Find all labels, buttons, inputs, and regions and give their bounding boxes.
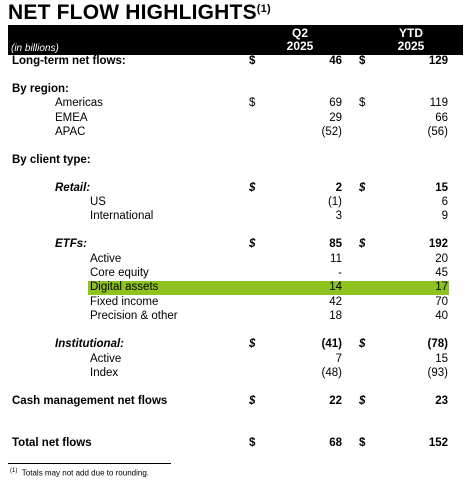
- table-row-emea: [0, 111, 472, 126]
- ytd-value: 45: [435, 267, 448, 279]
- ytd-value: 20: [435, 253, 448, 265]
- ytd-value: 152: [428, 437, 448, 449]
- q2-dollar-sign: $: [249, 97, 256, 109]
- row-label: Digital assets: [90, 281, 159, 293]
- ytd-dollar-sign: $: [359, 97, 366, 109]
- q2-value: 69: [329, 97, 342, 109]
- q2-dollar-sign: $: [249, 338, 256, 350]
- row-label: US: [90, 196, 106, 208]
- row-label: Precision & other: [90, 310, 178, 322]
- table-row-digital-assets: [0, 280, 472, 295]
- q2-value: 11: [330, 253, 342, 265]
- row-label: Retail:: [55, 182, 91, 194]
- ytd-value: 6: [441, 196, 448, 208]
- q2-value: 2: [335, 182, 342, 194]
- row-label: Core equity: [90, 267, 149, 279]
- section-by-client-type: [0, 153, 472, 168]
- row-label: Fixed income: [90, 296, 159, 308]
- section-label: By client type:: [12, 154, 91, 166]
- q2-value: (52): [321, 126, 342, 138]
- row-label: APAC: [55, 126, 86, 138]
- table-row-institutional: [0, 337, 472, 352]
- table-row-apac: [0, 125, 472, 140]
- row-label: EMEA: [55, 112, 88, 124]
- ytd-dollar-sign: $: [359, 338, 366, 350]
- row-label: International: [90, 210, 154, 222]
- ytd-dollar-sign: $: [359, 437, 366, 449]
- ytd-value: (78): [427, 338, 448, 350]
- q2-dollar-sign: $: [249, 395, 256, 407]
- table-header: [8, 25, 463, 55]
- q2-dollar-sign: $: [249, 238, 256, 250]
- ytd-value: 129: [428, 55, 448, 67]
- table-row-americas: [0, 96, 472, 111]
- ytd-value: 70: [435, 296, 448, 308]
- footnote-divider: [8, 463, 171, 464]
- q2-dollar-sign: $: [249, 55, 256, 67]
- q2-value: 85: [329, 238, 342, 250]
- table-row-international: [0, 209, 472, 224]
- table-row-cash-management: [0, 394, 472, 409]
- row-label: Total net flows: [12, 437, 92, 449]
- ytd-dollar-sign: $: [359, 395, 366, 407]
- row-label: Institutional:: [55, 338, 124, 350]
- unit-label: (in billions): [11, 43, 59, 54]
- row-label: Active: [90, 353, 122, 365]
- ytd-column-header: YTD 2025: [397, 26, 425, 53]
- ytd-value: (56): [427, 126, 448, 138]
- table-row-total: [0, 436, 472, 451]
- q2-value: 22: [329, 395, 342, 407]
- q2-value: (41): [321, 338, 342, 350]
- q2-value: 7: [335, 353, 342, 365]
- q2-value: (1): [327, 196, 342, 208]
- table-row-core-equity: [0, 266, 472, 281]
- table-row-precision-other: [0, 309, 472, 324]
- q2-value: 18: [329, 310, 342, 322]
- row-label: Americas: [55, 97, 103, 109]
- row-label: Cash management net flows: [12, 395, 168, 407]
- table-row-us: [0, 195, 472, 210]
- ytd-value: 23: [435, 395, 448, 407]
- ytd-value: 119: [429, 97, 448, 109]
- footnote: [10, 468, 149, 478]
- q2-value: 68: [329, 437, 342, 449]
- q2-value: 3: [335, 210, 342, 222]
- q2-dollar-sign: $: [249, 437, 256, 449]
- table-row-retail: [0, 181, 472, 196]
- footnote-text: Totals may not add due to rounding.: [21, 468, 149, 478]
- ytd-dollar-sign: $: [359, 182, 366, 194]
- ytd-value: 17: [435, 281, 448, 293]
- row-label: Long-term net flows:: [12, 55, 126, 67]
- table-row-active: [0, 252, 472, 267]
- ytd-dollar-sign: $: [359, 55, 366, 67]
- q2-value: 29: [329, 112, 342, 124]
- section-by-region: [0, 82, 472, 97]
- q2-value: (48): [321, 367, 342, 379]
- ytd-value: 40: [435, 310, 448, 322]
- table-row-long-term: [0, 54, 472, 69]
- table-row-index: [0, 366, 472, 381]
- row-label: Index: [90, 367, 119, 379]
- ytd-value: 192: [428, 238, 448, 250]
- ytd-value: 15: [435, 353, 448, 365]
- title-footnote-marker: (1): [256, 3, 271, 15]
- q2-value: 42: [329, 296, 342, 308]
- row-label: Active: [90, 253, 122, 265]
- q2-dollar-sign: $: [249, 182, 256, 194]
- q2-value: -: [338, 267, 342, 279]
- table-row-etfs: [0, 237, 472, 252]
- ytd-value: 66: [435, 112, 448, 124]
- q2-value: 14: [329, 281, 342, 293]
- q2-column-header: Q2 2025: [286, 26, 314, 53]
- q2-value: 46: [329, 55, 342, 67]
- table-row-institutional-active: [0, 352, 472, 367]
- ytd-value: 15: [435, 182, 448, 194]
- ytd-dollar-sign: $: [359, 238, 366, 250]
- row-label: ETFs:: [55, 238, 87, 250]
- footnote-marker: (1): [10, 468, 18, 474]
- section-label: By region:: [12, 83, 69, 95]
- ytd-value: (93): [427, 367, 448, 379]
- table-row-fixed-income: [0, 295, 472, 310]
- page-title: NET FLOW HIGHLIGHTS$^{(1)}$: [8, 1, 271, 24]
- ytd-value: 9: [441, 210, 448, 222]
